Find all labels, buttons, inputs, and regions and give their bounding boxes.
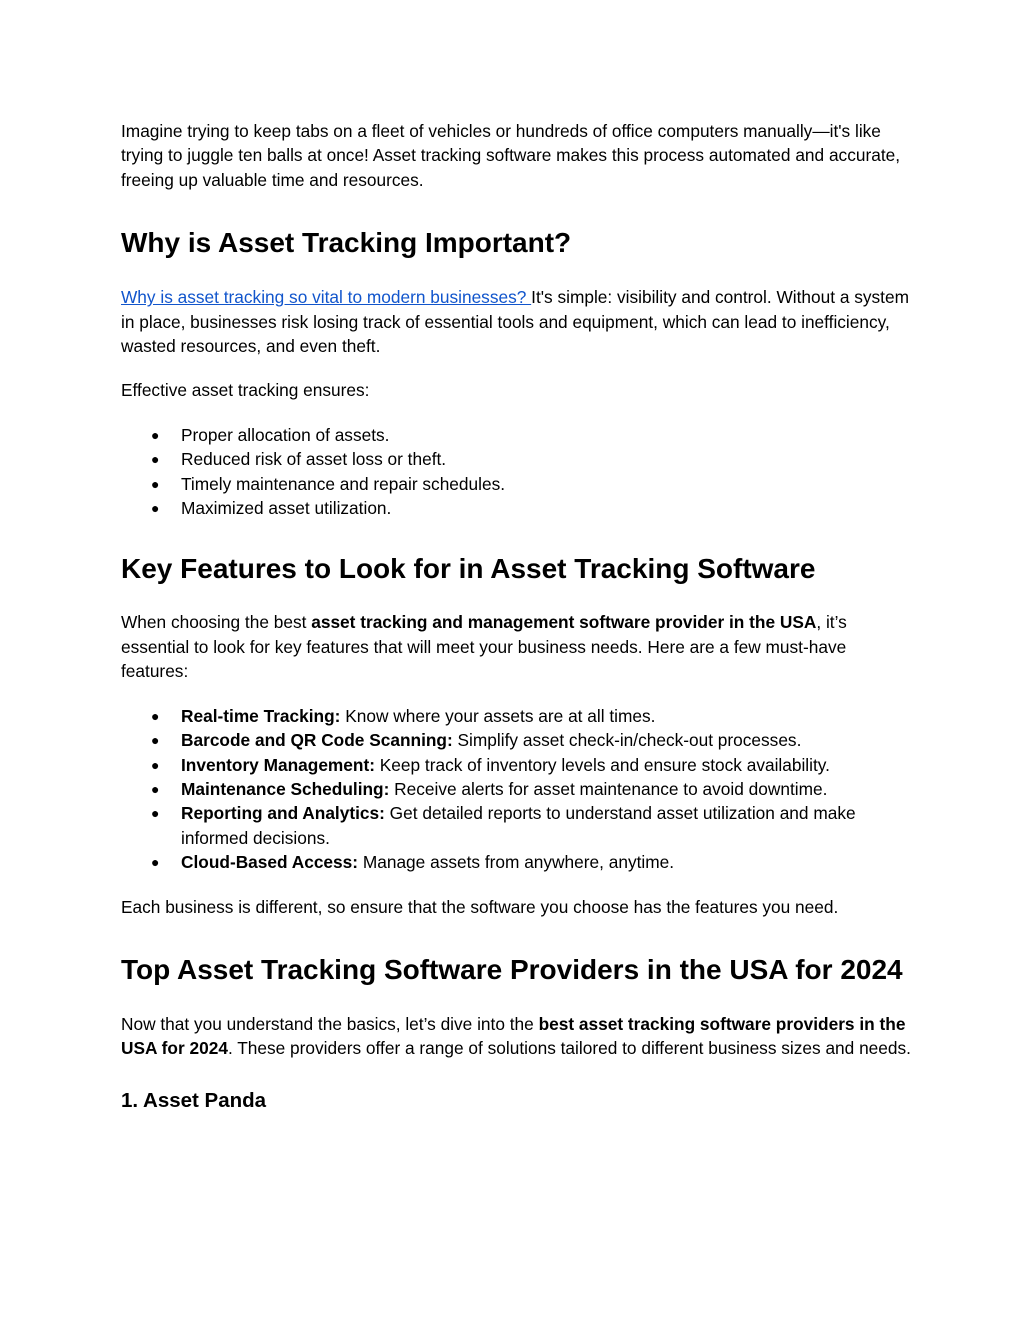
feature-item: ● Reporting and Analytics: Get detailed reports to understand asset utilization and make informed decisions. (151, 803, 856, 848)
bullet-icon: ● (151, 756, 160, 773)
why-paragraph-text: It's simple: visibility and control. Without a system in place, businesses risk losing track of essential tools and equipment, which can lead to inefficiency, wasted resources, and even theft. (121, 287, 909, 357)
bullet-icon: ● (151, 732, 160, 749)
feature-item: ● Maintenance Scheduling: Receive alerts for asset maintenance to avoid downtime. (121, 777, 911, 801)
bullet-icon: ● (151, 451, 160, 468)
ensures-lead: Effective asset tracking ensures: (121, 380, 370, 401)
list-item: ● Proper allocation of assets. (121, 423, 911, 447)
bullet-icon: ● (151, 475, 160, 492)
bullet-icon: ● (151, 780, 160, 797)
bullet-icon: ● (151, 426, 160, 443)
bullet-icon: ● (151, 707, 160, 724)
providers-intro-paragraph: Now that you understand the basics, let’s dive into the best asset tracking software providers in the USA for 2024. These providers offer a range of solutions tailored to different business sizes and needs. (121, 1013, 911, 1059)
list-item: ● Maximized asset utilization. (121, 496, 911, 520)
features-list (121, 704, 911, 875)
bullet-icon: ● (151, 854, 160, 871)
bullet-icon: ● (151, 805, 160, 822)
why-vital-link[interactable]: Why is asset tracking so vital to modern businesses? (121, 287, 532, 308)
bullet-icon: ● (151, 500, 160, 517)
heading-key-features: Key Features to Look for in Asset Tracking Software (121, 553, 816, 585)
document-page (121, 119, 911, 1114)
features-closing-paragraph: Each business is different, so ensure that the software you choose has the features you need. (121, 896, 839, 917)
bold-phrase: asset tracking and management software provider in the USA (311, 612, 817, 633)
bold-phrase: best asset tracking software providers in the USA for 2024 (121, 1013, 906, 1059)
list-item: ● Reduced risk of asset loss or theft. (121, 447, 911, 471)
list-item: ● Timely maintenance and repair schedules. (121, 472, 911, 496)
heading-top-providers: Top Asset Tracking Software Providers in the USA for 2024 (121, 953, 903, 985)
feature-item: ● Barcode and QR Code Scanning: Simplify asset check-in/check-out processes. (121, 728, 911, 752)
ensures-list (121, 423, 911, 521)
subheading-asset-panda: 1. Asset Panda (121, 1088, 267, 1112)
feature-item: ● Inventory Management: Keep track of inventory levels and ensure stock availability. (121, 753, 911, 777)
features-intro-paragraph: When choosing the best asset tracking and management software provider in the USA, it’s essential to look for key features that will meet your business needs. Here are a few must-have features: (121, 612, 847, 682)
why-paragraph (121, 285, 911, 358)
feature-item: ● Cloud-Based Access: Manage assets from anywhere, anytime. (121, 850, 911, 874)
feature-item: ● Real-time Tracking: Know where your assets are at all times. (121, 704, 911, 728)
heading-why-important: Why is Asset Tracking Important? (121, 227, 572, 259)
intro-paragraph: Imagine trying to keep tabs on a fleet of vehicles or hundreds of office computers manually—it's like trying to juggle ten balls at once! Asset tracking software makes this process automated and accurate, freeing up valuable time and resources. (121, 121, 901, 190)
